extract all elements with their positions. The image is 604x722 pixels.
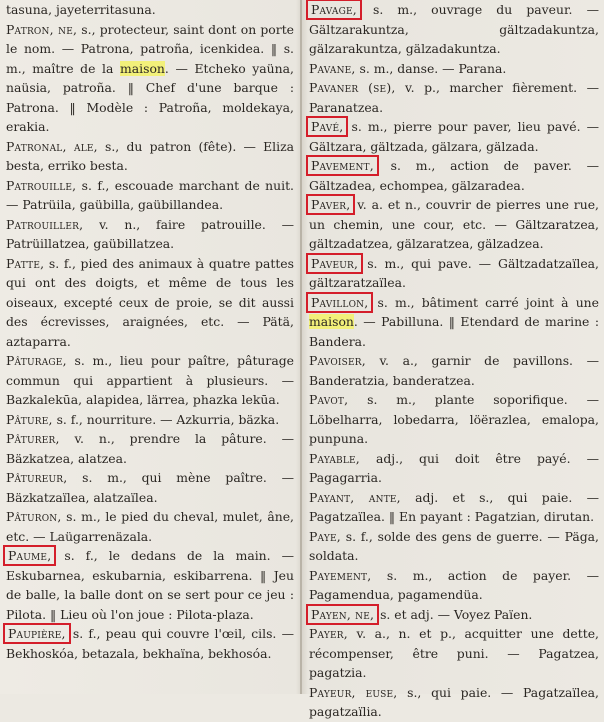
headword: Payement, (309, 567, 372, 583)
definition-text: s. f., escouade marchant de nuit. — Patrüila, gaübilla, gaübillandea. (6, 177, 294, 212)
dictionary-entry (309, 605, 599, 625)
dictionary-entry (309, 293, 599, 352)
headword: Pâtureur, (6, 470, 68, 485)
definition-text: s., protecteur, saint dont on porte le nom. — Patrona, patroña, icenkidea. ‖ s. m., maître de la (6, 21, 295, 76)
definition-text: v. n., prendre la pâture. — Bäzkatzea, alatzea. (6, 431, 294, 466)
dictionary-entry (309, 390, 599, 449)
definition-text: s. m., qui pave. — Gältzadatzaïlea, gältzaratzaïlea. (309, 255, 599, 290)
headword-boxed: Pavement, (311, 158, 374, 173)
definition-text: s., du patron (fête). — Eliza besta, erriko besta. (6, 138, 294, 173)
headword-boxed: Payen, ne, (311, 606, 375, 622)
dictionary-entry (309, 351, 599, 390)
right-column (309, 0, 599, 722)
definition-text: v. a., n. et p., acquitter une dette, récompenser, être puni. — Pagatzea, pagatzia. (309, 626, 599, 680)
dictionary-entry (309, 624, 599, 683)
definition-text: v. a. et n., couvrir de pierres une rue, un chemin, une cour, etc. — Gältzaratzea, gältzadatzea, gälzaratzea, gälzadzea. (309, 197, 599, 251)
definition-text: s. m., lieu pour paître, pâturage commun qui appartient à plusieurs. — Bazkalekūa, alapidea, lärrea, phazka lekūa. (6, 353, 294, 407)
dictionary-entry (6, 546, 294, 624)
dictionary-entry (309, 117, 599, 156)
headword: Patrouille, (6, 177, 77, 193)
dictionary-entry (309, 683, 599, 722)
dictionary-entry (6, 20, 294, 137)
definition-text: s. m., action de payer. — Pagamendua, pagamendüa. (309, 567, 599, 602)
dictionary-entry (309, 449, 599, 488)
definition-text: s. et adj. — Voyez Païen. (376, 606, 533, 622)
dictionary-entry (6, 215, 294, 254)
definition-text: s. m., ouvrage du paveur. — Gältzarakuntza, gältzadakuntza, gälzarakuntza, gälzadakuntza. (309, 2, 599, 56)
definition-text: v. a., garnir de pavillons. — Banderatzia, banderatzea. (309, 353, 599, 388)
definition-text: s. m., plante soporifique. — Löbelharra, lobedarra, löërazlea, emalopa, punpuna. (309, 392, 599, 446)
headword: Pâturage, (6, 353, 67, 368)
dictionary-entry (6, 0, 294, 20)
definition-text: . — Pabilluna. ‖ Etendard de marine : Bandera. (309, 314, 599, 349)
definition-text: s. f., nourriture. — Azkurria, bäzka. (52, 411, 280, 427)
headword-boxed: Pavage, (311, 2, 357, 17)
dictionary-entry (6, 351, 294, 410)
headword-boxed: Paume, (8, 548, 52, 563)
definition-text: v. p., marcher fièrement. — Paranatzea. (309, 80, 599, 115)
highlighted-word: maison (120, 60, 165, 76)
headword: Payeur, euse, (309, 684, 398, 700)
dictionary-entry (6, 468, 294, 507)
dictionary-entry (309, 78, 599, 117)
dictionary-entry (309, 527, 599, 566)
headword: Patronal, ale, (6, 138, 98, 154)
definition-text: adj. et s., qui paie. — Pagatzaïlea. ‖ En payant : Pagatzian, dirutan. (309, 489, 599, 524)
dictionary-entry (6, 507, 294, 546)
definition-text: s. f., pied des animaux à quatre pattes qui ont des doigts, et même de tous les oiseaux, excepté ceux de proie, se dit aussi des écrevisses, araignées, etc. — Pätä, aztaparra. (6, 255, 294, 349)
dictionary-entry (6, 137, 294, 176)
definition-text: adj., qui doit être payé. — Pagagarria. (309, 450, 599, 485)
headword: Pavane, (309, 60, 356, 76)
dictionary-entry (309, 195, 599, 254)
dictionary-entry (309, 488, 599, 527)
highlighted-word: maison (309, 314, 354, 329)
definition-text: s. f., peau qui couvre l'œil, cils. — Bekhoskóa, betazala, bekhaïna, bekhosóa. (6, 626, 294, 661)
left-column (6, 0, 294, 663)
column-divider (300, 0, 302, 694)
dictionary-entry (309, 156, 599, 195)
definition-text: s. m., action de paver. — Gältzadea, echompea, gälzaradea. (309, 158, 599, 193)
dictionary-entry (309, 59, 599, 79)
headword: Patte, (6, 255, 45, 271)
dictionary-entry (309, 254, 599, 293)
definition-text: s. m., qui mène paître. — Bäzkatzaïlea, alatzaïlea. (6, 470, 294, 505)
headword-boxed: Paveur, (311, 255, 359, 271)
definition-text: s. f., solde des gens de guerre. — Päga, soldata. (309, 528, 599, 563)
headword: Patron, ne, (6, 21, 78, 37)
headword: Patrouiller, (6, 216, 84, 232)
headword: Pavaner (se), (309, 80, 396, 95)
headword: Pavot, (309, 392, 349, 407)
dictionary-entry (309, 566, 599, 605)
headword-boxed: Paupière, (8, 626, 66, 641)
headword: Payer, (309, 626, 348, 641)
headword-boxed: Pavillon, (311, 294, 369, 310)
definition-text: s., qui paie. — Pagatzaïlea, pagatzaïlia. (309, 684, 599, 719)
headword: Payable, (309, 450, 360, 466)
definition-text: tasuna, jayeterritasuna. (6, 2, 156, 17)
dictionary-entry (6, 176, 294, 215)
headword: Paye, (309, 528, 341, 544)
headword-boxed: Pavé, (311, 119, 344, 134)
definition-text: s. f., le dedans de la main. — Eskubarnea, eskubarnia, eskibarrena. ‖ Jeu de balle, la balle dont on se sert pour ce jeu : Pilota. ‖ Lieu où l'on joue : Pilota-plaza. (6, 548, 294, 622)
headword: Payant, ante, (309, 489, 401, 505)
headword: Pâturer, (6, 431, 60, 446)
definition-text: . — Etcheko yaüna, naüsia, patroña. ‖ Chef d'une barque : Patrona. ‖ Modèle : Patroña, moldekaya, erakia. (6, 60, 294, 134)
headword: Pâturon, (6, 509, 62, 524)
definition-text: s. m., bâtiment carré joint à une (370, 294, 599, 310)
definition-text: s. m., le pied du cheval, mulet, âne, etc. — Laügarrenäzala. (6, 509, 294, 544)
headword: Pâture, (6, 411, 53, 427)
definition-text: s. m., pierre pour paver, lieu pavé. — Gältzara, gältzada, gälzara, gälzada. (309, 119, 599, 154)
dictionary-entry (6, 624, 294, 663)
dictionary-entry (6, 429, 294, 468)
headword: Pavoiser, (309, 353, 366, 368)
definition-text: v. n., faire patrouille. — Patrüillatzea, gaübillatzea. (6, 216, 294, 251)
dictionary-entry (6, 410, 294, 430)
dictionary-entry (309, 0, 599, 59)
dictionary-entry (6, 254, 294, 352)
definition-text: s. m., danse. — Parana. (355, 60, 507, 76)
headword-boxed: Paver, (311, 197, 351, 212)
